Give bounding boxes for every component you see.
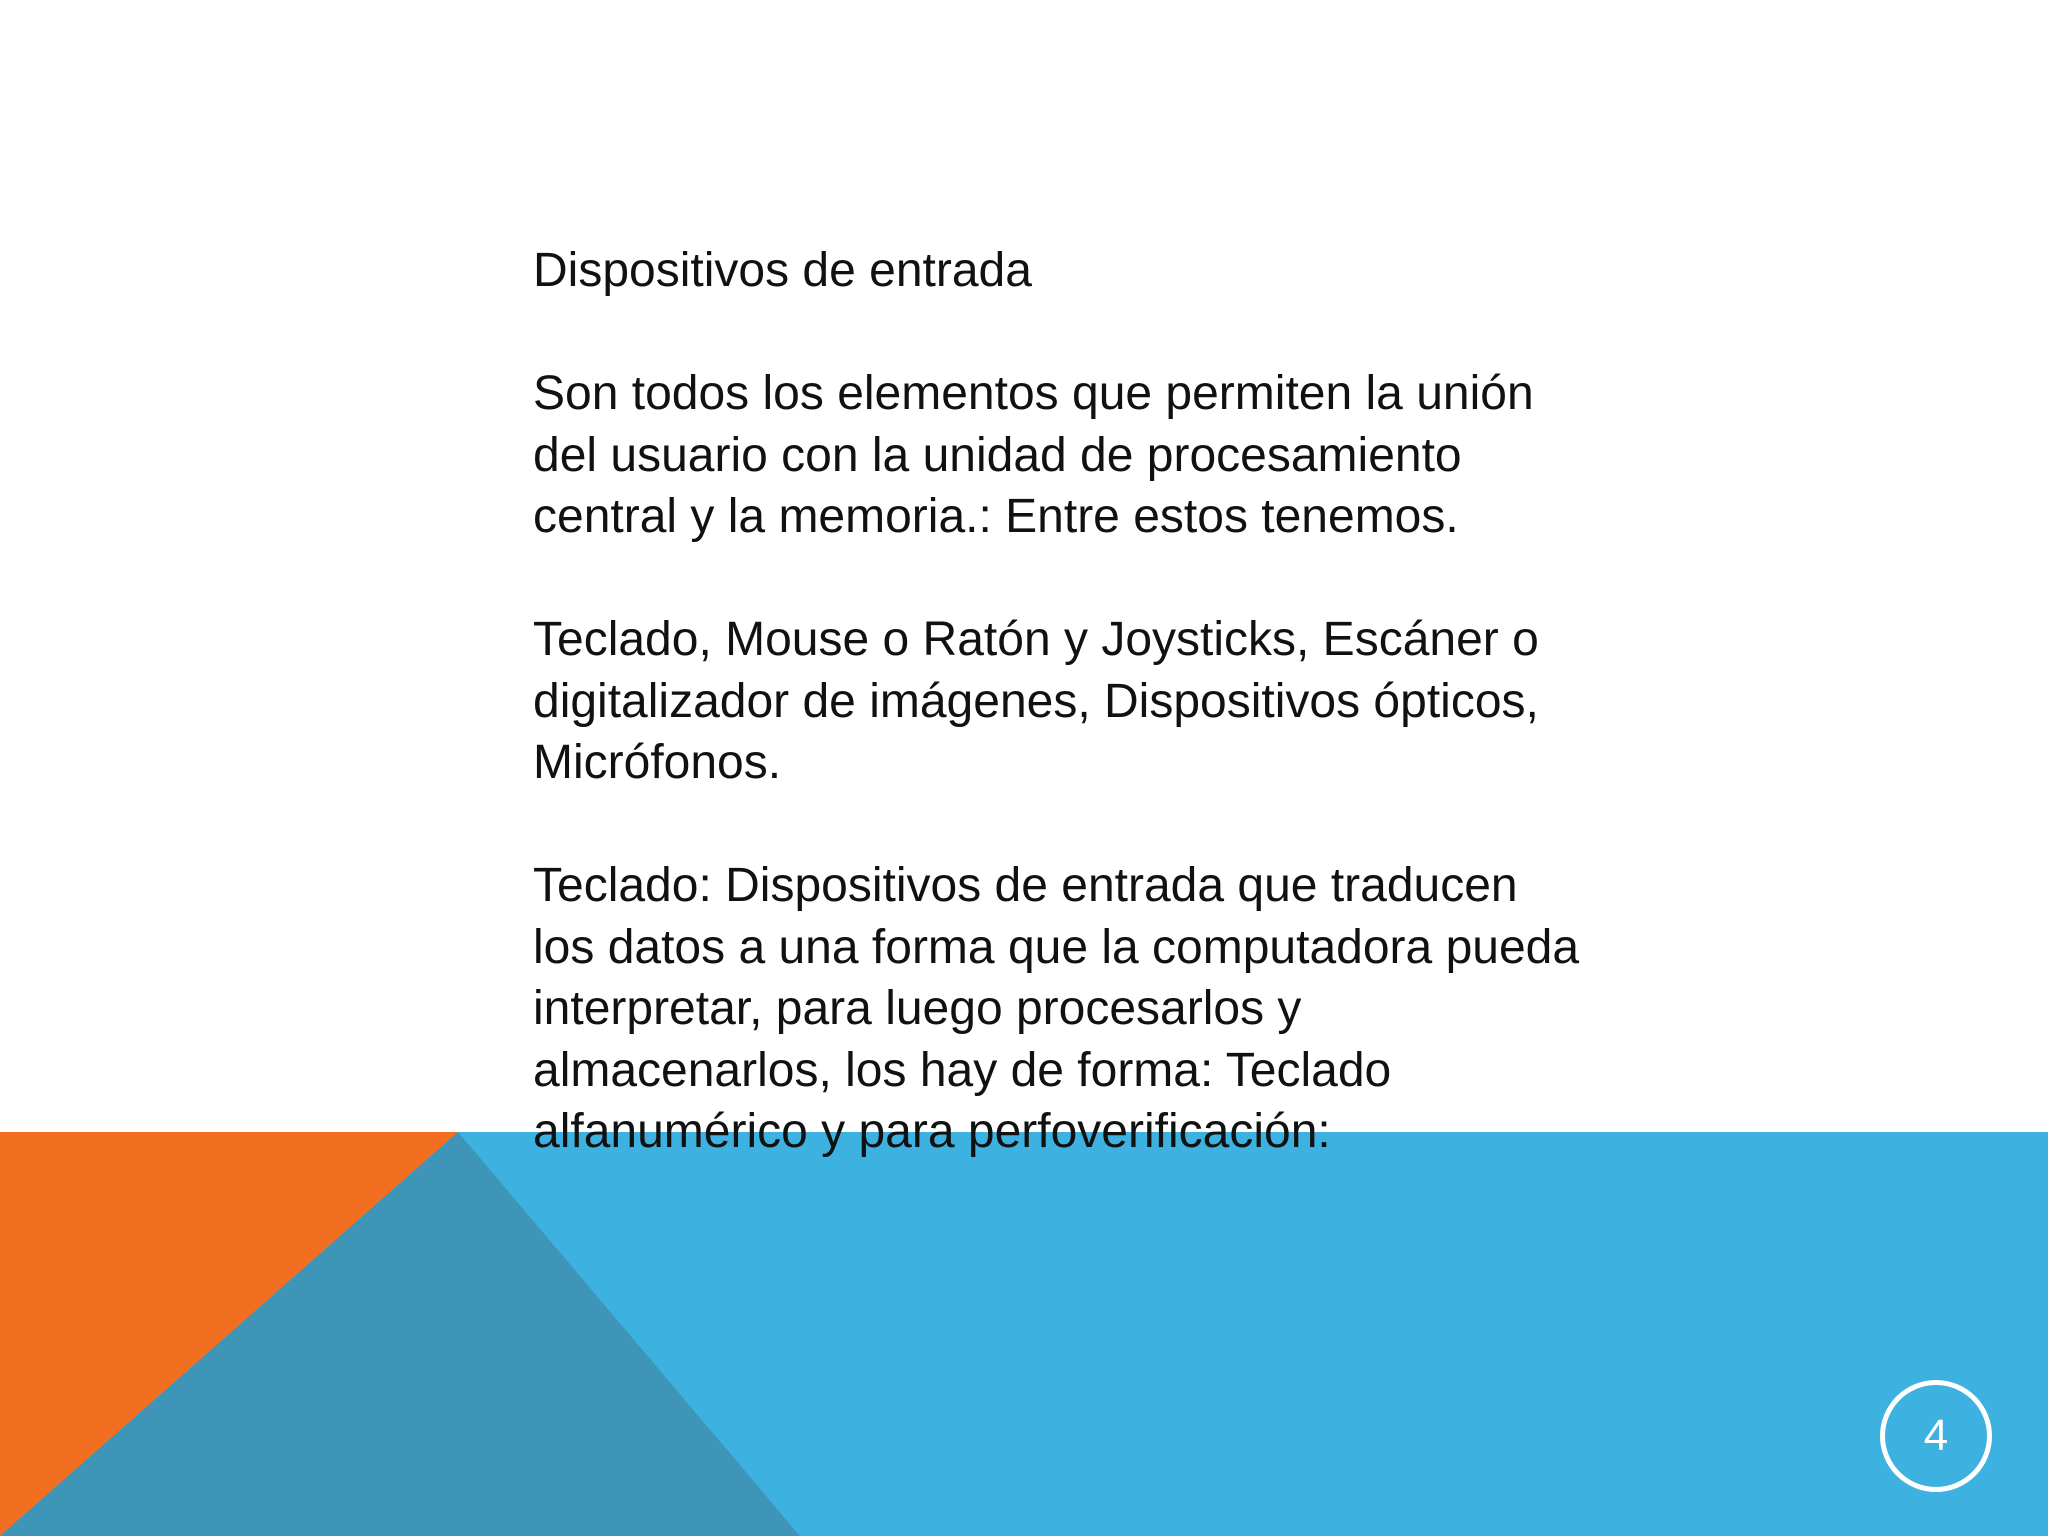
slide-number-badge: 4 xyxy=(1880,1380,1992,1492)
slide-title: Dispositivos de entrada xyxy=(533,244,1032,297)
paragraph-device-list: Teclado, Mouse o Ratón y Joysticks, Escáner o digitalizador de imágenes, Dispositivos ópticos, Micrófonos. xyxy=(533,613,1539,789)
paragraph-definition: Son todos los elementos que permiten la unión del usuario con la unidad de procesamiento central y la memoria.: Entre estos tenemos. xyxy=(533,367,1534,543)
slide-body-text xyxy=(533,240,1583,1163)
paragraph-keyboard: Teclado: Dispositivos de entrada que traducen los datos a una forma que la computadora pueda interpretar, para luego procesarlos y almacenarlos, los hay de forma: Teclado alfanumérico y para perfoverificación: xyxy=(533,859,1580,1158)
